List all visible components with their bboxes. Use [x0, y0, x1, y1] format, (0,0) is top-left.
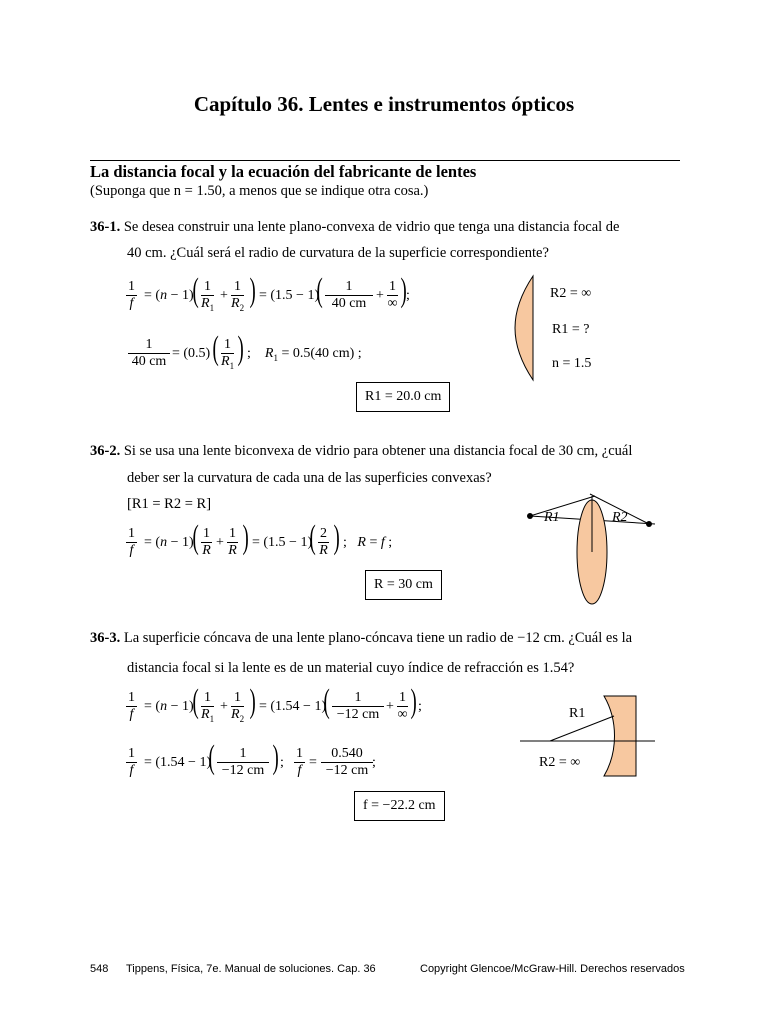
section-heading: La distancia focal y la ecuación del fabricante de lentes — [90, 162, 477, 181]
lens-label-r1: R1 — [569, 706, 586, 721]
lens-label-r1: R1 = ? — [552, 322, 590, 337]
page-title: Capítulo 36. Lentes e instrumentos ópticos — [193, 92, 575, 116]
lens-label-r2: R2 = ∞ — [550, 286, 592, 301]
answer-box-36-3: f = −22.2 cm — [354, 791, 445, 821]
footer-page-number: 548 — [90, 963, 109, 975]
problem-36-2-line1 — [90, 443, 632, 460]
problem-text: La superficie cóncava de una lente plano-cóncava tiene un radio de −12 cm. ¿Cuál es la — [123, 630, 633, 646]
problem-number: 36-2. — [90, 443, 121, 459]
problem-36-2-line2: deber ser la curvatura de cada una de las superficies convexas? — [127, 470, 492, 486]
plano-convex-lens-diagram — [505, 272, 545, 384]
problem-text: Si se usa una lente biconvexa de vidrio para obtener una distancia focal de 30 cm, ¿cuál — [123, 443, 633, 459]
problem-36-2-given: [R1 = R2 = R] — [127, 496, 212, 512]
section-rule — [90, 160, 680, 161]
section-note: (Suponga que n = 1.50, a menos que se indique otra cosa.) — [90, 183, 429, 199]
lens-label-n: n = 1.5 — [552, 356, 592, 371]
problem-36-1-line1 — [90, 219, 619, 236]
problem-number: 36-3. — [90, 630, 121, 646]
biconvex-lens-diagram — [520, 490, 660, 608]
problem-36-1-line2: 40 cm. ¿Cuál será el radio de curvatura de la superficie correspondiente? — [127, 245, 549, 261]
plano-concave-lens-diagram — [510, 690, 660, 782]
footer-copyright: Copyright Glencoe/McGraw-Hill. Derechos reservados — [420, 963, 685, 975]
lens-label-r2: R2 = ∞ — [539, 755, 581, 770]
answer-box-36-1: R1 = 20.0 cm — [356, 382, 450, 412]
problem-36-3-line2: distancia focal si la lente es de un material cuyo índice de refracción es 1.54? — [127, 660, 575, 676]
answer-box-36-2: R = 30 cm — [365, 570, 442, 600]
footer-citation: Tippens, Física, 7e. Manual de soluciones. Cap. 36 — [126, 963, 376, 975]
problem-number: 36-1. — [90, 219, 121, 235]
problem-36-3-line1 — [90, 630, 632, 647]
lens-label-r1: R1 — [544, 510, 560, 525]
lens-label-r2: R2 — [612, 510, 628, 525]
problem-text: Se desea construir una lente plano-convexa de vidrio que tenga una distancia focal de — [123, 219, 620, 235]
